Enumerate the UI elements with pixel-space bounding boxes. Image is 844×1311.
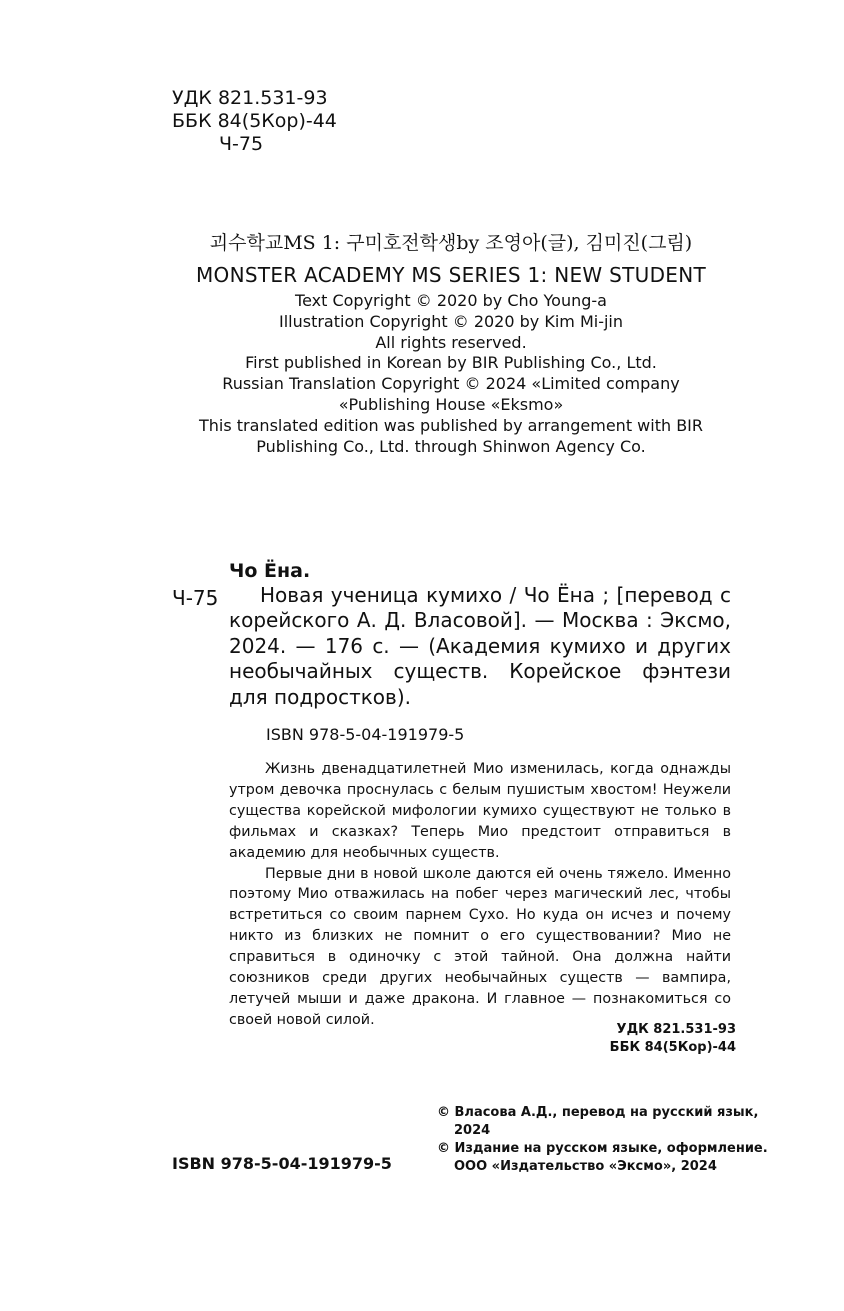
edition-copyright: © Издание на русском языке, оформление. — [437, 1141, 768, 1156]
udk-code: УДК 821.531-93 — [172, 87, 328, 109]
copyright-notice — [0, 291, 844, 457]
copyright-line: Publishing Co., Ltd. through Shinwon Agency Co. — [256, 436, 646, 456]
annotation-paragraph: Жизнь двенадцатилетней Мио изменилась, когда однажды утром девочка проснулась с белым пушистым хвостом! Неужели существа корейской мифологии кумихо существуют не только в фильмах и сказках? Теперь Мио предстоит отправиться в академию для необычных существ. — [229, 761, 731, 861]
copyright-line: Russian Translation Copyright © 2024 «Limited company — [222, 374, 680, 394]
bbk-small: ББК 84(5Кор)-44 — [609, 1040, 736, 1055]
catalog-author: Чо Ёна. — [229, 560, 311, 582]
udk-bbk-small — [600, 1021, 736, 1057]
bbk-code: ББК 84(5Кор)-44 — [172, 110, 337, 132]
russian-copyrights — [437, 1104, 768, 1176]
translation-copyright: © Власова А.Д., перевод на русский язык, — [437, 1105, 759, 1120]
translation-copyright-year: 2024 — [454, 1123, 491, 1138]
annotation-paragraph: Первые дни в новой школе даются ей очень тяжело. Именно поэтому Мио отважилась на побег через магический лес, чтобы встретиться со своим парнем Сухо. Но куда он исчез и почему никто из близких не помнит о его существовании? Мио не справиться в одиночку с этой тайной. Она должна найти союзников среди других необычайных существ — вампира, летучей мыши и даже дракона. И главное — познакомиться со своей новой силой. — [229, 865, 731, 1028]
book-annotation — [229, 759, 731, 1031]
isbn-bottom: ISBN 978-5-04-191979-5 — [172, 1154, 392, 1173]
catalog-isbn: ISBN 978-5-04-191979-5 — [266, 725, 465, 744]
korean-original-title: 괴수학교MS 1: 구미호전학생by 조영아(글), 김미진(그림) — [209, 232, 693, 254]
copyright-line: Illustration Copyright © 2020 by Kim Mi-jin — [278, 311, 623, 331]
catalog-author-mark: Ч-75 — [172, 586, 219, 610]
udk-small: УДК 821.531-93 — [616, 1022, 736, 1037]
english-original-title: MONSTER ACADEMY MS SERIES 1: NEW STUDENT — [195, 263, 707, 287]
copyright-line: This translated edition was published by arrangement with BIR — [198, 415, 704, 435]
copyright-line: «Publishing House «Eksmo» — [338, 394, 564, 414]
author-mark: Ч-75 — [219, 133, 264, 155]
copyright-line: First published in Korean by BIR Publishing Co., Ltd. — [245, 353, 657, 373]
catalog-description: Новая ученица кумихо / Чо Ёна ; [перевод с корейского А. Д. Власовой]. — Москва : Эксмо, 2024. — 176 с. — (Академия кумихо и других необычайных существ. Корейское фэнтези для подростков). — [229, 583, 731, 709]
copyright-line: All rights reserved. — [375, 332, 527, 352]
edition-copyright-publisher: ООО «Издательство «Эксмо», 2024 — [454, 1159, 717, 1174]
copyright-line: Text Copyright © 2020 by Cho Young-a — [295, 291, 607, 310]
